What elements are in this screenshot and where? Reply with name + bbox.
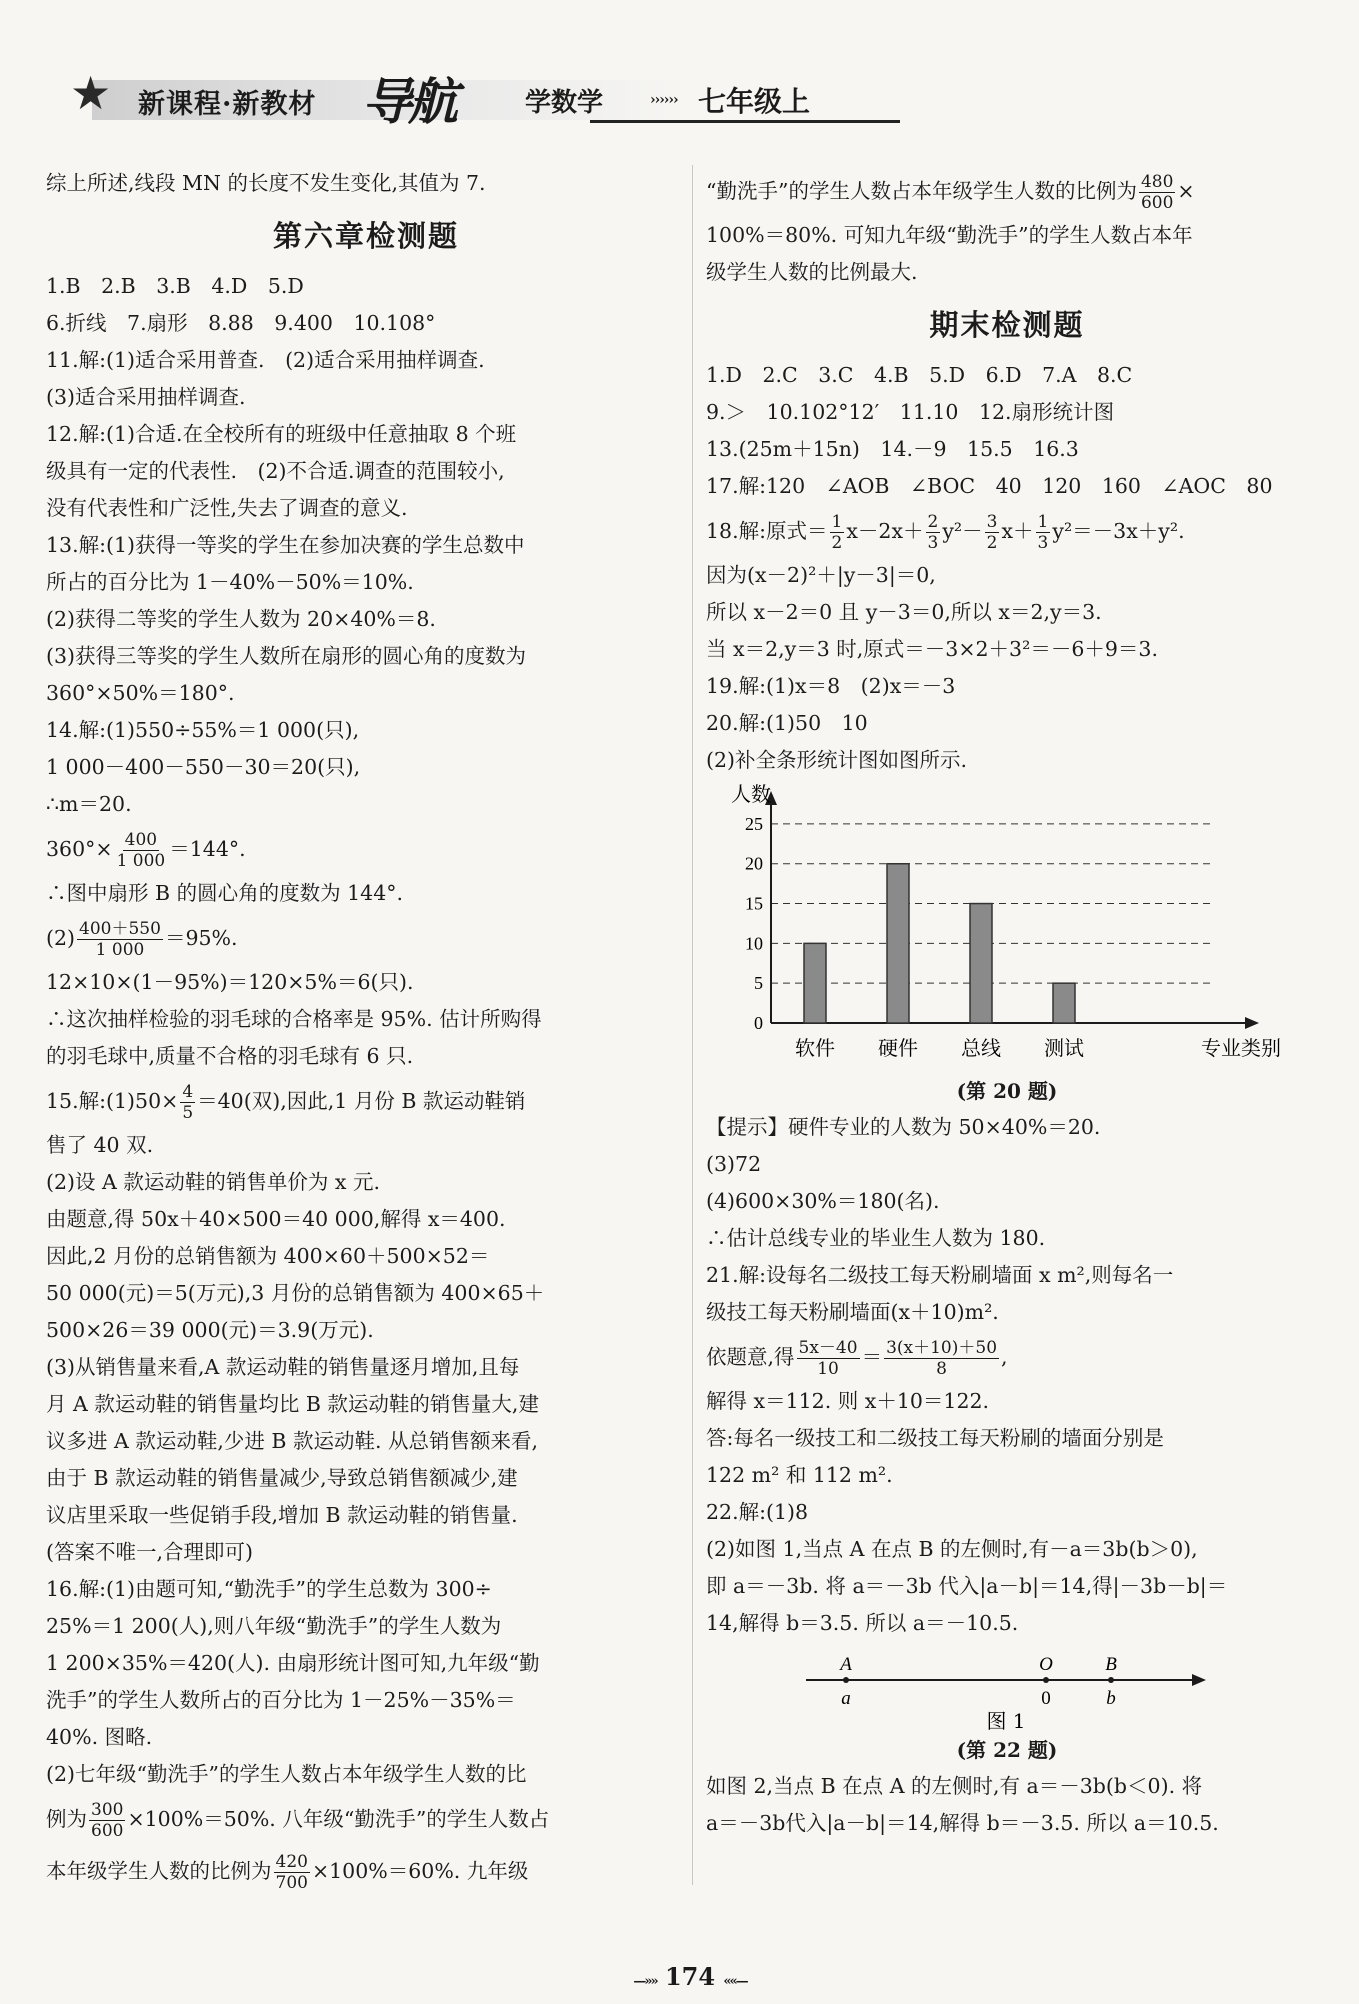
fraction <box>830 512 845 553</box>
denominator: 600 <box>91 1821 124 1841</box>
right-lines-b <box>706 357 1308 505</box>
numerator: 1 <box>1037 512 1049 532</box>
final-exam-title: 期末检测题 <box>929 308 1085 342</box>
text-line: 月 A 款运动鞋的销售量均比 B 款运动鞋的销售量大,建 <box>46 1392 539 1416</box>
text-line: (3)72 <box>706 1152 762 1176</box>
bar-0 <box>804 943 826 1023</box>
text-line: 议多进 A 款运动鞋,少进 B 款运动鞋. 从总销售额来看, <box>46 1429 538 1453</box>
numerator: 3(x＋10)＋50 <box>886 1338 998 1358</box>
fraction <box>274 1852 310 1893</box>
y-tick-label: 0 <box>754 1013 763 1033</box>
text-line: 122 m² 和 112 m². <box>706 1463 893 1487</box>
text-line: (答案不唯一,合理即可) <box>46 1540 254 1564</box>
y-tick-label: 5 <box>754 973 763 994</box>
text-line: 14,解得 b＝3.5. 所以 a＝－10.5. <box>706 1611 1019 1635</box>
numerator: 420 <box>275 1852 308 1872</box>
text: “勤洗手”的学生人数占本年级学生人数的比例为 <box>706 179 1137 203</box>
denominator: 10 <box>817 1359 839 1379</box>
subject-label: 学数学 <box>525 88 604 118</box>
point-o-value: 0 <box>1041 1688 1051 1709</box>
right-lines-c <box>706 557 1308 779</box>
bar-chart <box>706 783 1306 1073</box>
text-line: 1 200×35%＝420(人). 由扇形统计图可知,九年级“勤 <box>46 1651 540 1675</box>
text: , <box>1001 1345 1008 1369</box>
left-column <box>46 165 686 1897</box>
text-line: 的羽毛球中,质量不合格的羽毛球有 6 只. <box>46 1044 414 1068</box>
text: 依题意,得 <box>706 1345 795 1369</box>
right-column <box>706 165 1308 1842</box>
page-number: 174 <box>664 1962 716 1991</box>
text-line: 即 a＝－3b. 将 a＝－3b 代入|a－b|＝14,得|－3b－b|＝ <box>706 1574 1228 1598</box>
logo: 导航 <box>362 72 454 131</box>
text: ＝ <box>861 1345 883 1369</box>
r1-fraction-line <box>706 165 1308 217</box>
intro-line: 综上所述,线段 MN 的长度不发生变化,其值为 7. <box>46 171 486 195</box>
text-line: 因此,2 月份的总销售额为 400×60＋500×52＝ <box>46 1244 490 1268</box>
text: ×100%＝50%. 八年级“勤洗手”的学生人数占 <box>127 1807 550 1831</box>
text: y²－ <box>942 519 983 543</box>
fraction <box>884 1338 999 1379</box>
left-lines-3 <box>46 964 686 1075</box>
denominator: 3 <box>927 533 939 553</box>
text-line: 9.＞ 10.102°12′ 11.10 12.扇形统计图 <box>706 400 1115 424</box>
left-lines-4 <box>46 1127 686 1793</box>
numerator: 4 <box>182 1082 194 1102</box>
denominator: 2 <box>831 533 843 553</box>
x-axis-arrow-icon <box>1245 1017 1259 1029</box>
numerator: 2 <box>927 512 939 532</box>
denominator: 3 <box>1037 533 1049 553</box>
text-line: 500×26＝39 000(元)＝3.9(万元). <box>46 1318 374 1342</box>
text: 15.解:(1)50× <box>46 1089 179 1113</box>
x-tick-label: 测试 <box>1044 1036 1084 1060</box>
denominator: 5 <box>182 1103 194 1123</box>
chapter-title: 第六章检测题 <box>272 219 459 253</box>
text-line: 50 000(元)＝5(万元),3 月份的总销售额为 400×65＋ <box>46 1281 545 1305</box>
text-line: 当 x＝2,y＝3 时,原式＝－3×2＋3²＝－6＋9＝3. <box>706 637 1158 661</box>
y-axis-label: 人数 <box>731 783 771 806</box>
x-tick-label: 总线 <box>961 1036 1001 1060</box>
chart-caption: (第 20 题) <box>956 1079 1058 1103</box>
fraction <box>180 1082 195 1123</box>
bar-chart-svg <box>706 783 1306 1073</box>
text: x＋ <box>1001 519 1034 543</box>
fraction <box>1036 512 1051 553</box>
numerator: 1 <box>831 512 843 532</box>
text: ＝95%. <box>164 926 238 950</box>
text-line: 19.解:(1)x＝8 (2)x＝－3 <box>706 674 956 698</box>
text-line: 因为(x－2)²＋|y－3|＝0, <box>706 563 936 587</box>
text-line: ∴图中扇形 B 的圆心角的度数为 144°. <box>46 881 404 905</box>
text: 例为 <box>46 1807 87 1831</box>
numerator: 400＋550 <box>79 919 161 939</box>
text-line: 级技工每天粉刷墙面(x＋10)m². <box>706 1300 999 1324</box>
text: × <box>1177 179 1195 203</box>
x-tick-label: 硬件 <box>878 1036 918 1060</box>
fraction <box>985 512 1000 553</box>
q15-fraction-line <box>46 1075 686 1127</box>
denominator: 8 <box>936 1359 947 1379</box>
number-line-svg <box>706 1642 1306 1732</box>
footer-ornament-right: ««— <box>723 1974 747 1989</box>
bar-3 <box>1053 983 1075 1023</box>
point-b-dot <box>1108 1677 1114 1683</box>
text-line: 40%. 图略. <box>46 1725 153 1749</box>
point-a-label: A <box>840 1654 852 1675</box>
arrow-head-icon <box>1192 1674 1206 1686</box>
page-header <box>70 62 830 132</box>
x-tick-label: 软件 <box>795 1036 835 1060</box>
text-line: 没有代表性和广泛性,失去了调查的意义. <box>46 496 408 520</box>
left-lines <box>46 268 686 823</box>
q21-equation-line <box>706 1331 1308 1383</box>
text-line: (2)设 A 款运动鞋的销售单价为 x 元. <box>46 1170 380 1194</box>
y-tick-label: 15 <box>745 893 763 914</box>
numerator: 3 <box>986 512 998 532</box>
text-line: ∴这次抽样检验的羽毛球的合格率是 95%. 估计所购得 <box>46 1007 542 1031</box>
numerator: 5x－40 <box>798 1338 858 1358</box>
denominator: 600 <box>1140 193 1174 213</box>
right-lines-a <box>706 217 1308 291</box>
fraction <box>926 512 941 553</box>
grade-label: 七年级上 <box>698 85 811 118</box>
text-line: 17.解:120 ∠AOB ∠BOC 40 120 160 ∠AOC 80 <box>706 474 1273 498</box>
denominator: 2 <box>986 533 998 553</box>
text-line: (2)补全条形统计图如图所示. <box>706 748 968 772</box>
q16a-fraction-line <box>46 1793 686 1845</box>
number-line-figure <box>706 1642 1306 1732</box>
text-line: 【提示】硬件专业的人数为 50×40%＝20. <box>706 1115 1101 1139</box>
point-b-value: b <box>1106 1688 1116 1709</box>
text: ＝144°. <box>169 837 246 861</box>
arrows-decoration: ›››››› <box>650 92 678 108</box>
footer-ornament-left: —»» <box>633 1974 657 1989</box>
point-o-label: O <box>1039 1654 1053 1675</box>
text-line: 1 000－400－550－30＝20(只), <box>46 755 361 779</box>
text: ×100%＝60%. 九年级 <box>311 1859 529 1883</box>
denominator: 1 000 <box>116 851 166 871</box>
point-a-value: a <box>841 1688 851 1709</box>
numerator: 300 <box>91 1800 124 1820</box>
text-line: 由于 B 款运动鞋的销售量减少,导致总销售额减少,建 <box>46 1466 518 1490</box>
text: (2) <box>46 926 76 950</box>
text-line: 议店里采取一些促销手段,增加 B 款运动鞋的销售量. <box>46 1503 518 1527</box>
denominator: 700 <box>275 1873 308 1893</box>
point-o-dot <box>1043 1677 1049 1683</box>
q18-line <box>706 505 1308 557</box>
text-line: 360°×50%＝180°. <box>46 681 235 705</box>
text-line: 12×10×(1－95%)＝120×5%＝6(只). <box>46 970 414 994</box>
fraction <box>89 1800 125 1841</box>
text-line: (2)如图 1,当点 A 在点 B 的左侧时,有－a＝3b(b＞0), <box>706 1537 1198 1561</box>
text-line: 14.解:(1)550÷55%＝1 000(只), <box>46 718 360 742</box>
text-line: (4)600×30%＝180(名). <box>706 1189 940 1213</box>
text-line: 13.解:(1)获得一等奖的学生在参加决赛的学生总数中 <box>46 533 525 557</box>
text-line: a＝－3b代入|a－b|＝14,解得 b＝－3.5. 所以 a＝10.5. <box>706 1811 1219 1835</box>
bar-1 <box>887 864 909 1023</box>
y-tick-label: 10 <box>745 933 763 954</box>
text-line: ∴m＝20. <box>46 792 132 816</box>
fraction <box>1139 172 1175 213</box>
figure-1-label: 图 1 <box>986 1709 1026 1732</box>
text-line: 由题意,得 50x＋40×500＝40 000,解得 x＝400. <box>46 1207 506 1231</box>
fraction <box>115 830 168 871</box>
column-divider <box>692 165 693 1885</box>
figure-caption: (第 22 题) <box>956 1738 1058 1762</box>
text-line: ∴估计总线专业的毕业生人数为 180. <box>706 1226 1046 1250</box>
text: 18.解:原式＝ <box>706 519 828 543</box>
text-line: (2)获得二等奖的学生人数为 20×40%＝8. <box>46 607 436 631</box>
text: 360°× <box>46 837 113 861</box>
right-lines-f <box>706 1768 1308 1842</box>
q16b-fraction-line <box>46 1845 686 1897</box>
text-line: 级具有一定的代表性. (2)不合适.调查的范围较小, <box>46 459 505 483</box>
text-line: 洗手”的学生人数所占的百分比为 1－25%－35%＝ <box>46 1688 516 1712</box>
text-line: 如图 2,当点 B 在点 A 的左侧时,有 a＝－3b(b＜0). 将 <box>706 1774 1203 1798</box>
right-lines-d <box>706 1109 1308 1331</box>
text-line: 22.解:(1)8 <box>706 1500 809 1524</box>
text-line: 20.解:(1)50 10 <box>706 711 868 735</box>
page-footer <box>560 1962 820 1991</box>
text-line: (3)获得三等奖的学生人数所在扇形的圆心角的度数为 <box>46 644 527 668</box>
q14b-fraction-line <box>46 912 686 964</box>
left-lines-2 <box>46 875 686 912</box>
y-tick-label: 20 <box>745 853 763 874</box>
text: y²＝－3x＋y². <box>1052 519 1185 543</box>
text-line: (2)七年级“勤洗手”的学生人数占本年级学生人数的比 <box>46 1762 527 1786</box>
text: ＝40(双),因此,1 月份 B 款运动鞋销 <box>197 1089 526 1113</box>
text-line: 16.解:(1)由题可知,“勤洗手”的学生总数为 300÷ <box>46 1577 492 1601</box>
text: 本年级学生人数的比例为 <box>46 1859 272 1883</box>
numerator: 400 <box>124 830 158 850</box>
y-tick-label: 25 <box>745 813 763 834</box>
text-line: 所以 x－2＝0 且 y－3＝0,所以 x＝2,y＝3. <box>706 600 1102 624</box>
series-title: 新课程·新教材 <box>138 89 317 120</box>
fraction <box>797 1338 860 1379</box>
fraction <box>77 919 163 960</box>
q14-fraction-line <box>46 823 686 875</box>
text-line: 售了 40 双. <box>46 1133 154 1157</box>
text-line: 1.B 2.B 3.B 4.D 5.D <box>46 274 304 298</box>
text-line: 解得 x＝112. 则 x＋10＝122. <box>706 1389 990 1413</box>
text-line: 25%＝1 200(人),则八年级“勤洗手”的学生人数为 <box>46 1614 502 1638</box>
text-line: 答:每名一级技工和二级技工每天粉刷的墙面分别是 <box>706 1426 1164 1450</box>
text: x－2x＋ <box>846 519 924 543</box>
text-line: 12.解:(1)合适.在全校所有的班级中任意抽取 8 个班 <box>46 422 517 446</box>
star-icon: ★ <box>70 66 112 120</box>
x-axis-label: 专业类别 <box>1201 1036 1281 1060</box>
bar-2 <box>970 904 992 1023</box>
text-line: 6.折线 7.扇形 8.88 9.400 10.108° <box>46 311 436 335</box>
denominator: 1 000 <box>95 940 145 960</box>
text-line: 13.(25m＋15n) 14.－9 15.5 16.3 <box>706 437 1079 461</box>
text-line: 21.解:设每名二级技工每天粉刷墙面 x m²,则每名一 <box>706 1263 1174 1287</box>
text-line: 1.D 2.C 3.C 4.B 5.D 6.D 7.A 8.C <box>706 363 1133 387</box>
text-line: (3)从销售量来看,A 款运动鞋的销售量逐月增加,且每 <box>46 1355 520 1379</box>
text-line: 级学生人数的比例最大. <box>706 260 918 284</box>
right-lines-e <box>706 1383 1308 1642</box>
point-b-label: B <box>1105 1654 1117 1675</box>
text-line: 100%＝80%. 可知九年级“勤洗手”的学生人数占本年 <box>706 223 1193 247</box>
header-rule <box>590 120 900 123</box>
text-line: 所占的百分比为 1－40%－50%＝10%. <box>46 570 414 594</box>
text-line: (3)适合采用抽样调查. <box>46 385 246 409</box>
numerator: 480 <box>1140 172 1174 192</box>
point-a-dot <box>843 1677 849 1683</box>
text-line: 11.解:(1)适合采用普查. (2)适合采用抽样调查. <box>46 348 485 372</box>
